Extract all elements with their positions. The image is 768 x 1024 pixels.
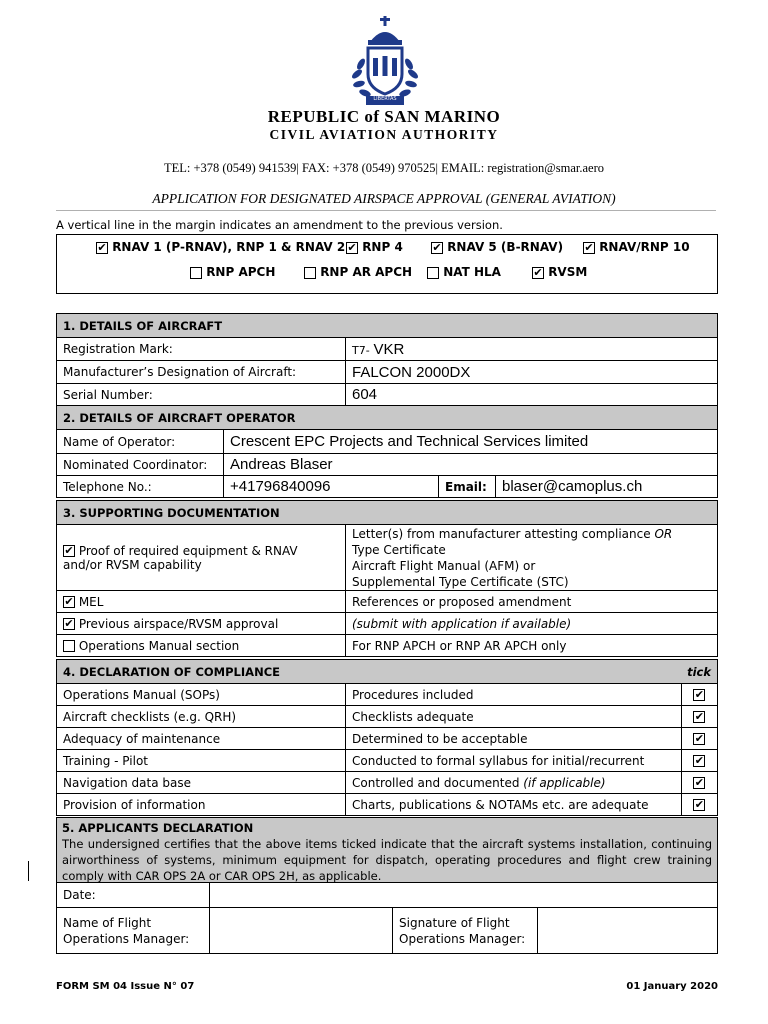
doc-req-line: Aircraft Flight Manual (AFM) or	[352, 558, 536, 573]
previous-approval-checkbox[interactable]: ✔	[64, 617, 74, 630]
spec-label: RNAV 5 (B-RNAV)	[447, 240, 564, 254]
compliance-criterion	[346, 794, 682, 816]
tick-checkbox[interactable]: ✔	[694, 688, 704, 701]
spec-nat-hla[interactable]	[427, 265, 501, 279]
compliance-criterion	[346, 728, 682, 750]
doc-requirement: (submit with application if available)	[346, 613, 718, 635]
name-label: Name of Flight Operations Manager:	[57, 908, 210, 954]
date-label: Date:	[57, 883, 210, 908]
contact-line: TEL: +378 (0549) 941539| FAX: +378 (0549) 970525| EMAIL: registration@smar.aero	[163, 161, 605, 175]
authority-title: REPUBLIC of SAN MARINO	[267, 107, 501, 126]
operator-label: Name of Operator:	[57, 430, 224, 454]
doc-requirements	[346, 525, 718, 591]
crest-logo	[346, 16, 424, 108]
spec-label: RNP APCH	[206, 265, 276, 279]
spec-rvsm[interactable]	[532, 265, 587, 279]
doc-req-line	[352, 526, 711, 542]
applicant-declaration	[56, 817, 718, 883]
issue-date: 01 January 2020	[626, 981, 718, 992]
compliance-row	[57, 772, 718, 794]
compliance-row	[57, 684, 718, 706]
doc-row-previous-approval	[57, 613, 346, 635]
compliance-table	[56, 659, 718, 816]
section-heading: 5. APPLICANTS DECLARATION	[62, 821, 254, 835]
registration-prefix: T7-	[352, 343, 370, 357]
mel-checkbox[interactable]: ✔	[64, 595, 74, 608]
doc-requirement: References or proposed amendment	[346, 591, 718, 613]
signature-table	[56, 882, 718, 954]
authority-subtitle: CIVIL AVIATION AUTHORITY	[269, 127, 499, 142]
spec-rnav5[interactable]	[431, 240, 563, 254]
serial-label: Serial Number:	[57, 384, 346, 406]
manufacturer-field[interactable]: FALCON 2000DX	[346, 361, 718, 384]
compliance-criterion	[346, 750, 682, 772]
tick-cell	[681, 772, 717, 794]
tick-checkbox[interactable]: ✔	[694, 776, 704, 789]
doc-row-mel	[57, 591, 346, 613]
criterion-text: Procedures included	[352, 687, 474, 702]
criterion-text: Conducted to formal syllabus for initial/recurrent	[352, 753, 645, 768]
rnp-apch-checkbox[interactable]	[190, 267, 202, 279]
spec-label: RVSM	[548, 265, 588, 279]
signature-label: Signature of Flight Operations Manager:	[393, 908, 538, 954]
registration-field[interactable]	[346, 338, 718, 361]
spec-rnp-apch[interactable]	[190, 265, 275, 279]
spec-label: RNAV 1 (P-RNAV), RNP 1 & RNAV 2	[112, 240, 346, 254]
doc-label: MEL	[78, 594, 104, 609]
tick-checkbox[interactable]: ✔	[694, 754, 704, 767]
criterion-note: (if applicable)	[523, 775, 606, 790]
tick-column-label: tick	[681, 660, 717, 684]
compliance-row	[57, 728, 718, 750]
criterion-text: Checklists adequate	[352, 709, 474, 724]
registration-value: VKR	[373, 340, 405, 358]
amendment-bar	[28, 861, 29, 881]
aircraft-details-table	[56, 313, 718, 406]
form-id: FORM SM 04 Issue N° 07	[56, 981, 195, 992]
tick-cell	[681, 684, 717, 706]
doc-req-line: Supplemental Type Certificate (STC)	[352, 574, 569, 589]
compliance-item: Adequacy of maintenance	[57, 728, 346, 750]
doc-label: Operations Manual section	[78, 638, 240, 653]
operator-field[interactable]: Crescent EPC Projects and Technical Services limited	[224, 430, 718, 454]
operator-details-table	[56, 405, 718, 498]
crest-motto: LIBERTAS	[373, 96, 397, 102]
supporting-docs-table	[56, 500, 718, 657]
nat-hla-checkbox[interactable]	[427, 267, 439, 279]
telephone-field[interactable]: +41796840096	[224, 476, 439, 498]
tick-checkbox[interactable]: ✔	[694, 798, 704, 811]
compliance-criterion	[346, 684, 682, 706]
email-field[interactable]: blaser@camoplus.ch	[496, 476, 718, 498]
spec-label: RNP AR APCH	[320, 265, 413, 279]
serial-field[interactable]: 604	[346, 384, 718, 406]
doc-req-or: OR	[654, 526, 673, 541]
amendment-note: A vertical line in the margin indicates an amendment to the previous version.	[56, 218, 503, 232]
signature-field[interactable]	[538, 908, 718, 954]
criterion-text: Determined to be acceptable	[352, 731, 528, 746]
doc-requirement: For RNP APCH or RNP AR APCH only	[346, 635, 718, 657]
doc-row-ops-manual	[57, 635, 346, 657]
rnp-ar-apch-checkbox[interactable]	[304, 267, 316, 279]
date-field[interactable]	[210, 883, 718, 908]
rvsm-checkbox[interactable]: ✔	[533, 265, 543, 279]
tick-cell	[681, 750, 717, 772]
coordinator-field[interactable]: Andreas Blaser	[224, 454, 718, 476]
name-field[interactable]	[210, 908, 393, 954]
section-heading: 2. DETAILS OF AIRCRAFT OPERATOR	[57, 406, 718, 430]
doc-row-proof	[57, 525, 346, 591]
doc-req-line: Type Certificate	[352, 542, 446, 557]
spec-rnav1[interactable]	[96, 240, 345, 254]
section-heading: 3. SUPPORTING DOCUMENTATION	[57, 501, 718, 525]
rnp10-checkbox[interactable]: ✔	[584, 240, 594, 254]
criterion-text: Controlled and documented	[352, 775, 524, 790]
tick-checkbox[interactable]: ✔	[694, 710, 704, 723]
compliance-row	[57, 750, 718, 772]
compliance-item: Operations Manual (SOPs)	[57, 684, 346, 706]
compliance-item: Provision of information	[57, 794, 346, 816]
doc-label: Proof of required equipment & RNAV and/or RVSM capability	[63, 543, 298, 572]
section-heading: 1. DETAILS OF AIRCRAFT	[57, 314, 718, 338]
spec-label: NAT HLA	[443, 265, 501, 279]
registration-label: Registration Mark:	[57, 338, 346, 361]
compliance-item: Aircraft checklists (e.g. QRH)	[57, 706, 346, 728]
spec-label: RNP 4	[362, 240, 403, 254]
criterion-text: Charts, publications & NOTAMs etc. are adequate	[352, 797, 649, 812]
section-heading: 4. DECLARATION OF COMPLIANCE	[57, 660, 682, 684]
compliance-item: Training - Pilot	[57, 750, 346, 772]
doc-req-text: Letter(s) from manufacturer attesting compliance	[352, 526, 655, 541]
rnav5-checkbox[interactable]: ✔	[432, 240, 442, 254]
compliance-item: Navigation data base	[57, 772, 346, 794]
compliance-criterion	[346, 772, 682, 794]
proof-checkbox[interactable]: ✔	[64, 544, 74, 557]
tick-cell	[681, 706, 717, 728]
spec-label: RNAV/RNP 10	[599, 240, 690, 254]
telephone-label: Telephone No.:	[57, 476, 224, 498]
tick-cell	[681, 794, 717, 816]
header-divider	[56, 210, 716, 211]
tick-checkbox[interactable]: ✔	[694, 732, 704, 745]
ops-manual-checkbox[interactable]	[63, 640, 75, 652]
spec-rnav-rnp10[interactable]	[583, 240, 690, 254]
coordinator-label: Nominated Coordinator:	[57, 454, 224, 476]
rnp4-checkbox[interactable]: ✔	[347, 240, 357, 254]
tick-cell	[681, 728, 717, 750]
spec-rnp4[interactable]	[346, 240, 403, 254]
compliance-criterion	[346, 706, 682, 728]
doc-label: Previous airspace/RVSM approval	[78, 616, 279, 631]
spec-rnp-ar-apch[interactable]	[304, 265, 412, 279]
compliance-row	[57, 794, 718, 816]
email-label: Email:	[439, 476, 496, 498]
manufacturer-label: Manufacturer’s Designation of Aircraft:	[57, 361, 346, 384]
declaration-text: The undersigned certifies that the above items ticked indicate that the aircraft systems installation, continuing airworthiness of systems, minimum equipment for dispatch, operating procedures and flight crew training comply with CAR OPS 2A or CAR OPS 2H, as applicable.	[62, 837, 712, 883]
compliance-row	[57, 706, 718, 728]
application-title: APPLICATION FOR DESIGNATED AIRSPACE APPROVAL (GENERAL AVIATION)	[152, 191, 616, 206]
rnav1-checkbox[interactable]: ✔	[97, 240, 107, 254]
